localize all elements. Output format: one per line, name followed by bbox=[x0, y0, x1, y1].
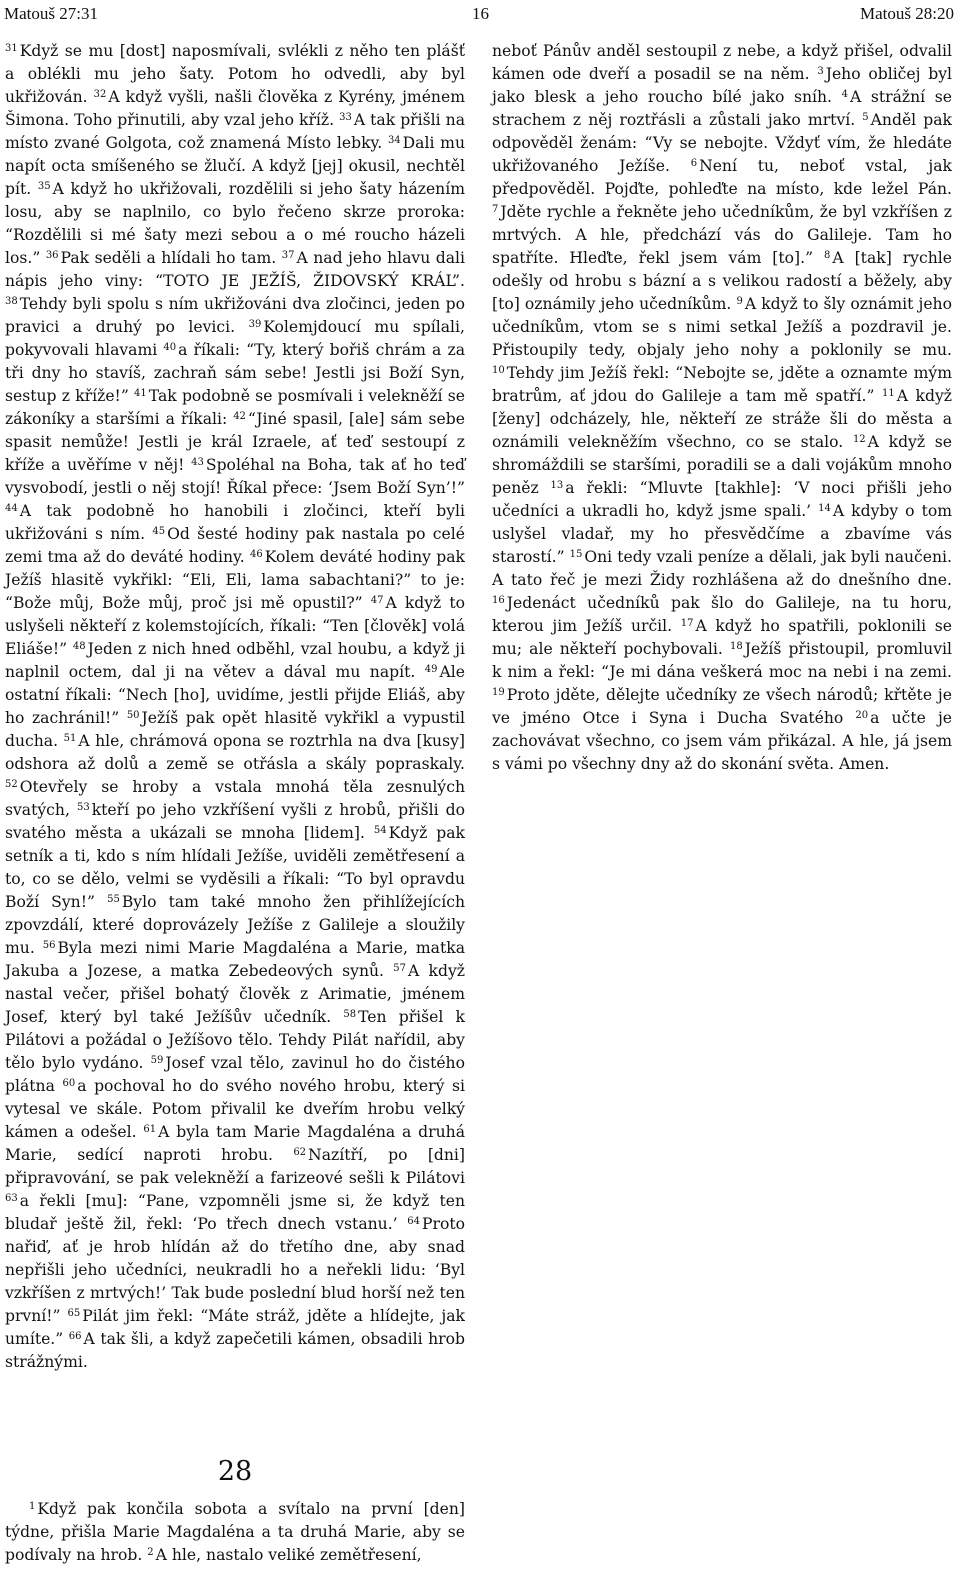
verse-text: A strážní se strachem z něj roztřásli a zůstali jako mrtví. bbox=[492, 88, 952, 129]
verse-text: A byla tam Marie Magdaléna a druhá Marie, sedící naproti hrobu. bbox=[5, 1123, 465, 1164]
verse-text: Když se mu [dost] naposmívali, svlékli z něho ten plášť a oblékli mu jeho šaty. Potom ho odvedli, aby byl ukřižován. bbox=[5, 42, 465, 106]
verse-text: Když pak končila sobota a svítalo na první [den] týdne, přišla Marie Magdaléna a ta druhá Marie, aby se podívaly na hrob. bbox=[5, 1500, 465, 1564]
verse-number: 58 bbox=[343, 1009, 357, 1020]
verse-number: 65 bbox=[67, 1308, 81, 1319]
verse-number: 11 bbox=[881, 388, 895, 399]
verse-number: 18 bbox=[729, 641, 743, 652]
verse-number: 54 bbox=[373, 825, 387, 836]
verse-number: 50 bbox=[126, 710, 140, 721]
verse-number: 19 bbox=[492, 687, 505, 698]
verse-number: 51 bbox=[63, 733, 77, 744]
verse-number: 32 bbox=[93, 89, 107, 100]
verse-text: A když se shromáždili se staršími, poradili se a dali vojákům mnoho peněz bbox=[492, 433, 952, 497]
verse-text: A tak přišli na místo zvané Golgota, což znamená Místo lebky. bbox=[5, 111, 465, 152]
verse-number: 2 bbox=[147, 1547, 154, 1558]
verse-number: 39 bbox=[248, 319, 262, 330]
header-reference-start: Matouš 27:31 bbox=[4, 4, 98, 23]
verse-text: A když ho ukřižovali, rozdělili si jeho šaty házením losu, aby se naplnilo, co bylo řečeno skrze proroka: “Rozdělili si mé šaty mezi sebou a o mé roucho házeli los.” bbox=[5, 180, 465, 267]
verse-text: Ježíš pak opět hlasitě vykřikl a vypustil ducha. bbox=[5, 709, 465, 750]
verse-text: a učte je zachovávat všechno, co jsem vám přikázal. A hle, já jsem s vámi po všechny dny až do skonání světa. Amen. bbox=[492, 709, 953, 773]
verse-number: 43 bbox=[191, 457, 204, 468]
verse-text: Když pak setník a ti, kdo s ním hlídali Ježíše, uviděli zemětřesení a to, co se dělo, velmi se vyděsili a říkali: “To byl opravdu Boží Syn!” bbox=[5, 824, 465, 911]
verse bbox=[5, 640, 465, 681]
verse bbox=[46, 249, 276, 267]
verse-text: Josef vzal tělo, zavinul ho do čistého plátna bbox=[5, 1054, 465, 1095]
verse-number: 36 bbox=[45, 250, 59, 261]
chapter-heading: 28 bbox=[217, 1456, 253, 1487]
verse-number: 4 bbox=[841, 89, 848, 100]
verse-text: A nad jeho hlavu dali nápis jeho viny: “TOTO JE JEŽÍŠ, ŽIDOVSKÝ KRÁL”. bbox=[5, 249, 465, 290]
verse-text: Spoléhal na Boha, tak ať ho teď vysvobodí, jestli o něj stojí! Říkal přece: ‘Jsem Boží Syn’!” bbox=[5, 456, 465, 497]
verse-text: Kolem deváté hodiny pak Ježíš hlasitě vykřikl: “Eli, Eli, lama sabachtani?” to je: “Bože můj, Bože můj, proč jsi mě opustil?” bbox=[5, 548, 465, 612]
verse-number: 10 bbox=[492, 365, 505, 376]
verse-text: Byla mezi nimi Marie Magdaléna a Marie, matka Jakuba a Jozese, a matka Zebedeových synů. bbox=[5, 939, 465, 980]
verse-text: A hle, chrámová opona se roztrhla na dva [kusy] odshora až dolů a země se otřásla a skály popraskaly. bbox=[5, 732, 465, 773]
verse-number: 5 bbox=[862, 112, 869, 123]
verse-number: 15 bbox=[569, 549, 583, 560]
verse-number: 52 bbox=[5, 779, 18, 790]
verse-number: 66 bbox=[68, 1331, 82, 1342]
verse-text: Ale ostatní říkali: “Nech [ho], uvidíme, jestli přijde Eliáš, aby ho zachránil!” bbox=[5, 663, 465, 727]
verse-text: a řekli: “Mluvte [takhle]: ‘V noci přišli jeho učedníci a ukradli ho, když jsme spali.’ bbox=[492, 479, 952, 520]
verse-text: A když to uslyšeli někteří z kolemstojících, říkali: “Ten [člověk] volá Eliáše!” bbox=[5, 594, 465, 658]
verse-text: Od šesté hodiny pak nastala po celé zemi tma až do deváté hodiny. bbox=[5, 525, 465, 566]
verse-number: 62 bbox=[293, 1147, 307, 1158]
verse-number: 6 bbox=[690, 158, 698, 169]
verse-text: Není tu, neboť vstal, jak předpověděl. Pojďte, pohleďte na místo, kde ležel Pán. bbox=[492, 157, 952, 198]
header-reference-end: Matouš 28:20 bbox=[860, 4, 954, 23]
verse-text: A [tak] rychle odešly od hrobu s bázní a s velikou radostí a běžely, aby [to] oznámily jeho učedníkům. bbox=[492, 249, 952, 313]
verse-number: 55 bbox=[107, 894, 120, 905]
verse-text: kteří po jeho vzkříšení vyšli z hrobů, přišli do svatého města a ukázali se mnoha [lidem]. bbox=[5, 801, 465, 842]
verse-text: Proto nařiď, ať je hrob hlídán až do třetího dne, aby snad nepřišli jeho učedníci, neukradli ho a neřekli lidu: ‘Byl vzkříšen z mrtvých!’ Tak bude poslední blud horší než ten první!” bbox=[5, 1215, 465, 1325]
verse-text: Dali mu napít octa smíšeného se žlučí. A když [jej] okusil, nechtěl pít. bbox=[5, 134, 465, 198]
verse-text: Otevřely se hroby a vstala mnohá těla zesnulých svatých, bbox=[5, 778, 465, 819]
verse-number: 48 bbox=[72, 641, 86, 652]
verse-number: 47 bbox=[370, 595, 384, 606]
verse-text: A když [ženy] odcházely, hle, někteří ze stráže šli do města a oznámili velekněžím všechno, co se stalo. bbox=[492, 387, 952, 451]
verse-text: Kolemjdoucí mu spílali, pokyvovali hlavami bbox=[5, 318, 465, 359]
verse-text: Oni tedy vzali peníze a dělali, jak byli naučeni. A tato řeč je mezi Židy rozhlášena až do dnešního dne. bbox=[492, 548, 952, 589]
verse-text: A tak podobně ho hanobili i zločinci, kteří byli ukřižováni s ním. bbox=[5, 502, 465, 543]
verse-text: Proto jděte, dělejte učedníky ze všech národů; křtěte je ve jméno Otce i Syna i Ducha Svatého bbox=[492, 686, 952, 727]
verse-number: 45 bbox=[152, 526, 166, 537]
page-number: 16 bbox=[472, 4, 489, 23]
verse-number: 13 bbox=[550, 480, 564, 491]
verse-text: A kdyby o tom uslyšel vladař, my ho přesvědčíme a zbavíme vás starostí.” bbox=[492, 502, 953, 566]
verse-text: a řekli [mu]: “Pane, vzpomněli jsme si, že když ten bludař ještě žil, řekl: ‘Po třech dnech vstanu.’ bbox=[5, 1192, 465, 1233]
verse-text: Bylo tam také mnoho žen přihlížejících zpovzdálí, které doprovázely Ježíše z Galileje a sloužily mu. bbox=[5, 893, 465, 957]
verse-number: 53 bbox=[76, 802, 90, 813]
verse-number: 1 bbox=[29, 1501, 36, 1512]
verse-text: A hle, nastalo veliké zemětřesení, bbox=[155, 1546, 422, 1564]
verse-number: 49 bbox=[424, 664, 438, 675]
verse-number: 37 bbox=[281, 250, 295, 261]
verse-number: 9 bbox=[736, 296, 743, 307]
verse-text: Pak seděli a hlídali ho tam. bbox=[60, 249, 277, 267]
verse-text: A tak šli, a když zapečetili kámen, obsadili hrob strážnými. bbox=[5, 1330, 465, 1371]
verse-number: 33 bbox=[339, 112, 352, 123]
left-column-text bbox=[5, 40, 465, 1374]
verse-text: Jeho obličej byl jako blesk a jeho roucho bílé jako sníh. bbox=[492, 65, 952, 106]
verse-number: 17 bbox=[680, 618, 694, 629]
verse-number: 35 bbox=[37, 181, 51, 192]
verse-number: 64 bbox=[407, 1216, 420, 1227]
verse-number: 56 bbox=[42, 940, 56, 951]
right-column-text bbox=[492, 40, 952, 776]
verse-text: “Jiné spasil, [ale] sám sebe spasit nemůže! Jestli je král Izraele, ať teď sestoupí z kříže a uvěříme v něj! bbox=[5, 410, 465, 474]
verse-number: 61 bbox=[143, 1124, 157, 1135]
verse-text: A když vyšli, našli člověka z Kyrény, jménem Šimona. Toho přinutili, aby vzal jeho kříž. bbox=[5, 88, 465, 129]
verse-text: a pochoval ho do svého nového hrobu, který si vytesal ve skále. Potom přivalil ke dveřím hrobu velký kámen a odešel. bbox=[5, 1077, 465, 1141]
verse bbox=[5, 732, 465, 773]
verse-text: neboť Pánův anděl sestoupil z nebe, a když přišel, odvalil kámen ode dveří a posadil se na něm. bbox=[492, 42, 952, 83]
verse-text: Jeden z nich hned odběhl, vzal houbu, a když ji naplnil octem, dal ji na větev a dával mu napít. bbox=[5, 640, 465, 681]
verse-text: Jděte rychle a řekněte jeho učedníkům, že byl vzkříšen z mrtvých. A hle, předchází vás do Galileje. Tam ho spatříte. Hleďte, řekl jsem vám [to].” bbox=[492, 203, 952, 267]
verse-text: Nazítří, po [dni] připravování, se pak velekněží a farizeové sešli k Pilátovi bbox=[5, 1146, 466, 1187]
verse bbox=[5, 1330, 465, 1371]
verse-number: 7 bbox=[492, 204, 499, 215]
verse-number: 63 bbox=[5, 1193, 18, 1204]
verse-text: Pilát jim řekl: “Máte stráž, jděte a hlídejte, jak umíte.” bbox=[5, 1307, 465, 1348]
verse-number: 14 bbox=[818, 503, 831, 514]
verse-number: 44 bbox=[5, 503, 18, 514]
verse-number: 8 bbox=[824, 250, 831, 261]
verse-number: 3 bbox=[817, 66, 824, 77]
page-header bbox=[4, 4, 954, 26]
verse-number: 34 bbox=[387, 135, 401, 146]
verse-text: A když ho spatřili, poklonili se mu; ale někteří pochybovali. bbox=[492, 617, 952, 658]
verse-number: 16 bbox=[492, 595, 505, 606]
verse-number: 57 bbox=[393, 963, 406, 974]
verse-text: Anděl pak odpověděl ženám: “Vy se nebojte. Vždyť vím, že hledáte ukřižovaného Ježíše. bbox=[492, 111, 952, 175]
verse-number: 46 bbox=[250, 549, 263, 560]
verse-number: 60 bbox=[62, 1078, 76, 1089]
verse-number: 42 bbox=[233, 411, 246, 422]
verse-text: a říkali: “Ty, který bořiš chrám a za tři dny ho stavíš, zachraň sám sebe! Jestli jsi Boží Syn, sestup z kříže!” bbox=[5, 341, 465, 405]
verse-text: Ten přišel k Pilátovi a požádal o Ježíšovo tělo. Tehdy Pilát nařídil, aby tělo bylo vydáno. bbox=[5, 1008, 465, 1072]
verse-text: A když to šly oznámit jeho učedníkům, vtom se s nimi setkal Ježíš a pozdravil je. Přistoupily tedy, objaly jeho nohy a poklonily se mu. bbox=[492, 295, 952, 359]
verse-text: Ježíš přistoupil, promluvil k nim a řekl: “Je mi dána veškerá moc na nebi i na zemi. bbox=[492, 640, 952, 681]
verse-text: Tehdy jim Ježíš řekl: “Nebojte se, jděte a oznamte mým bratrům, ať jdou do Galileje a tam mě spatří.” bbox=[492, 364, 952, 405]
chapter-28-start-text bbox=[5, 1498, 465, 1567]
verse-number: 59 bbox=[150, 1055, 164, 1066]
verse-number: 20 bbox=[855, 710, 869, 721]
verse-number: 12 bbox=[852, 434, 866, 445]
verse-text: Tehdy byli spolu s ním ukřižováni dva zločinci, jeden po pravici a druhý po levici. bbox=[5, 295, 465, 336]
verse-text: Tak podobně se posmívali i velekněží se zákoníky a staršími a říkali: bbox=[5, 387, 465, 428]
verse-number: 38 bbox=[5, 296, 18, 307]
verse-text: A když nastal večer, přišel bohatý člověk z Arimatie, jménem Josef, který byl také Ježíšův učedník. bbox=[5, 962, 465, 1026]
verse bbox=[147, 1546, 421, 1564]
verse bbox=[5, 1192, 465, 1233]
verse-number: 41 bbox=[134, 388, 147, 399]
verse-text: Jedenáct učedníků pak šlo do Galileje, na tu horu, kterou jim Ježíš určil. bbox=[492, 594, 952, 635]
verse-number: 40 bbox=[163, 342, 177, 353]
verse-number: 31 bbox=[5, 43, 18, 54]
